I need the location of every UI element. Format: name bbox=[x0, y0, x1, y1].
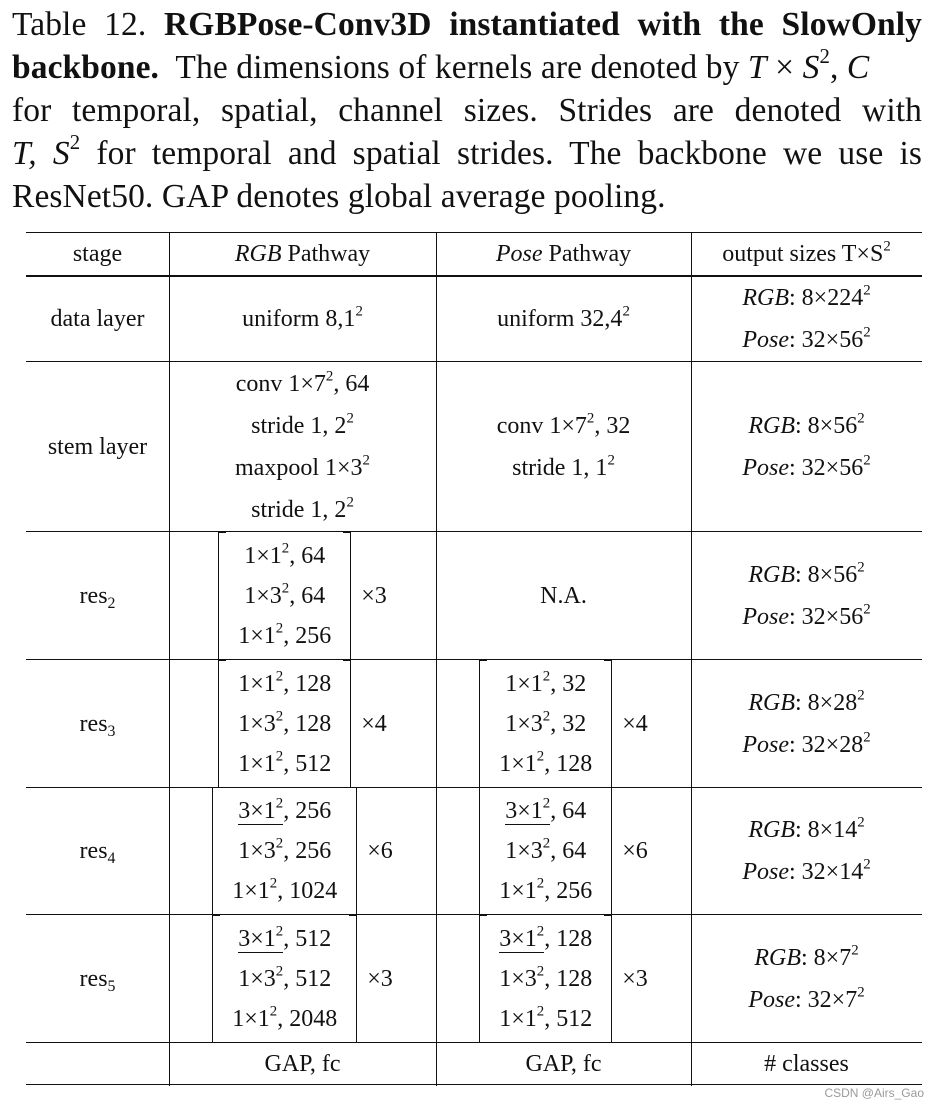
output-rgb-label: RGB bbox=[748, 412, 795, 439]
output-res2: RGB: $8\times 56^2$ Pose: $32\times 56^2$ bbox=[742, 558, 871, 630]
caption-bold-title-cont: backbone. bbox=[12, 49, 160, 86]
pose-res3 bbox=[436, 660, 691, 787]
caption-text: for temporal and spatial strides. The backbone we use is bbox=[96, 135, 923, 172]
rgb-res2 bbox=[169, 532, 436, 659]
cell-text: stride 1, 2 bbox=[251, 496, 347, 523]
output-rgb-value: 8×7 bbox=[813, 944, 852, 971]
stage-res4 bbox=[26, 788, 169, 914]
math-stride: T, S bbox=[12, 135, 70, 172]
header-stage bbox=[26, 232, 169, 276]
output-head bbox=[691, 1043, 922, 1084]
rgb-res3-block: $1\times 1^2$, 128 $1\times 3^2$, 128 $1\times 1^2$, 512 ×4 bbox=[218, 660, 387, 788]
output-rgb-value: 8×14 bbox=[807, 817, 858, 843]
caption-bold-title: RGBPose-Conv3D instantiated with the SlowOnly bbox=[164, 6, 922, 43]
output-pose-value: 32×7 bbox=[807, 986, 858, 1013]
stage-label: res bbox=[79, 965, 108, 992]
cell-text: , 64 bbox=[333, 370, 370, 397]
output-pose-label: Pose bbox=[742, 731, 789, 758]
pose-res5-block: $3\times 1^2$, 128 $1\times 3^2$, 128 $1\times 1^2$, 512 ×3 bbox=[479, 915, 648, 1043]
caption-text: ResNet50. GAP denotes global average pooling. bbox=[12, 178, 666, 215]
rgb-data-layer: uniform $8,1^2$ bbox=[242, 303, 363, 332]
output-pose-value: 32×56 bbox=[801, 327, 864, 353]
output-rgb-label: RGB bbox=[748, 689, 795, 716]
rgb-res2-block: $1\times 1^2$, 64 $1\times 3^2$, 64 $1\times 1^2$, 256 ×3 bbox=[218, 532, 387, 660]
stage-stem-layer bbox=[26, 362, 169, 531]
output-pose-value: 32×14 bbox=[801, 859, 864, 885]
output-pose-value: 32×28 bbox=[801, 731, 864, 758]
repeat-multiplier: ×3 bbox=[367, 965, 393, 992]
header-output-label: output sizes T×S bbox=[722, 241, 884, 267]
repeat-multiplier: ×4 bbox=[622, 710, 648, 737]
output-rgb-value: 8×28 bbox=[807, 689, 858, 716]
table-caption bbox=[12, 3, 922, 218]
output-pose-label: Pose bbox=[742, 603, 789, 630]
right-bracket bbox=[343, 660, 351, 788]
left-bracket bbox=[479, 915, 487, 1043]
cell-text: stride 1, 1 bbox=[512, 454, 608, 481]
caption-text: The dimensions of kernels are denoted by bbox=[175, 49, 740, 86]
left-bracket bbox=[218, 532, 226, 660]
stage-label: data layer bbox=[50, 306, 145, 332]
repeat-multiplier: ×6 bbox=[367, 838, 393, 864]
stage-data-layer bbox=[26, 277, 169, 361]
output-rgb-value: 8×224 bbox=[801, 285, 864, 311]
caption-line-3 bbox=[12, 89, 922, 132]
stage-subscript: 5 bbox=[107, 977, 116, 995]
stage-subscript: 4 bbox=[107, 849, 116, 867]
repeat-multiplier: ×6 bbox=[622, 838, 648, 864]
caption-text: for temporal, spatial, channel sizes. Strides are denoted with bbox=[12, 92, 922, 129]
left-bracket bbox=[212, 787, 220, 915]
repeat-multiplier: ×3 bbox=[361, 582, 387, 609]
cell-text: conv 1×7 bbox=[496, 412, 587, 439]
right-bracket bbox=[604, 915, 612, 1043]
repeat-multiplier: ×3 bbox=[622, 965, 648, 992]
watermark: CSDN @Airs_Gao bbox=[824, 1086, 924, 1100]
repeat-multiplier: ×4 bbox=[361, 710, 387, 737]
cell-text: # classes bbox=[764, 1050, 849, 1077]
rgb-res4-block: $3\times 1^2$, 256 $1\times 3^2$, 256 $1\times 1^2$, 1024 ×6 bbox=[212, 787, 393, 915]
cell-text: uniform 8,1 bbox=[242, 306, 356, 332]
output-rgb-value: 8×56 bbox=[807, 412, 858, 439]
output-res3: RGB: $8\times 28^2$ Pose: $32\times 28^2$ bbox=[742, 686, 871, 758]
cell-text: stride 1, 2 bbox=[251, 412, 347, 439]
output-rgb-label: RGB bbox=[748, 817, 795, 843]
math-kernel: T bbox=[747, 49, 767, 86]
right-bracket bbox=[349, 787, 357, 915]
rgb-head bbox=[169, 1043, 436, 1084]
pose-res4 bbox=[436, 788, 691, 914]
stage-subscript: 2 bbox=[107, 594, 116, 612]
output-pose-label: Pose bbox=[748, 986, 795, 1013]
header-output: output sizes $T\times S^2$ bbox=[722, 238, 891, 267]
table-label: Table 12. bbox=[12, 6, 147, 43]
rgb-res5-block: $3\times 1^2$, 512 $1\times 3^2$, 512 $1\times 1^2$, 2048 ×3 bbox=[212, 915, 393, 1043]
output-pose-label: Pose bbox=[742, 454, 789, 481]
stage-res5 bbox=[26, 915, 169, 1042]
output-res4: RGB: $8\times 14^2$ Pose: $32\times 14^2$ bbox=[742, 814, 871, 885]
left-bracket bbox=[479, 787, 487, 915]
header-rgb-rest: Pathway bbox=[287, 241, 371, 267]
left-bracket bbox=[212, 915, 220, 1043]
output-pose-label: Pose bbox=[742, 859, 789, 885]
pose-res2 bbox=[436, 532, 691, 659]
pose-stem-layer: conv $1\times 7^2$, 32 stride 1, $1^2$ bbox=[496, 409, 631, 481]
output-data-layer: RGB: $8\times 224^2$ Pose: $32\times 56^2$ bbox=[742, 282, 871, 353]
stage-res2 bbox=[26, 532, 169, 659]
output-rgb-label: RGB bbox=[754, 944, 801, 971]
output-pose-value: 32×56 bbox=[801, 603, 864, 630]
stage-label: res bbox=[79, 582, 108, 609]
stage-label: stem layer bbox=[47, 433, 148, 460]
right-bracket bbox=[343, 532, 351, 660]
right-bracket bbox=[349, 915, 357, 1043]
cell-text: GAP, fc bbox=[525, 1050, 602, 1077]
stage-res3 bbox=[26, 660, 169, 787]
cell-text: , 32 bbox=[594, 412, 631, 439]
header-stage-label: stage bbox=[72, 241, 123, 267]
rgb-res4 bbox=[169, 788, 436, 914]
architecture-table bbox=[26, 232, 922, 1086]
output-res5: RGB: $8\times 7^2$ Pose: $32\times 7^2$ bbox=[748, 941, 865, 1013]
cell-text: maxpool 1×3 bbox=[235, 454, 363, 481]
header-pose-italic: Pose bbox=[495, 241, 543, 267]
cell-text: N.A. bbox=[540, 582, 587, 609]
header-rgb bbox=[169, 232, 436, 276]
pose-data-layer: uniform 32,4$^2$ bbox=[497, 303, 630, 332]
output-rgb-label: RGB bbox=[742, 285, 789, 311]
caption-line-4: T, $S^2$ for temporal and spatial strides. The backbone we use is bbox=[12, 131, 923, 172]
header-pose-rest: Pathway bbox=[548, 241, 632, 267]
pose-res4-block: $3\times 1^2$, 64 $1\times 3^2$, 64 $1\times 1^2$, 256 ×6 bbox=[479, 787, 648, 915]
pose-res5 bbox=[436, 915, 691, 1042]
stage-label: res bbox=[79, 710, 108, 737]
caption-line-2: backbone. The dimensions of kernels are denoted by $T \times S^2$, C bbox=[12, 45, 870, 86]
left-bracket bbox=[479, 660, 487, 788]
rgb-res3 bbox=[169, 660, 436, 787]
caption-line-1 bbox=[12, 3, 922, 46]
rgb-stem-layer: conv $1\times 7^2$, 64 stride 1, $2^2$ maxpool $1\times 3^2$ stride 1, $2^2$ bbox=[235, 367, 370, 523]
rgb-res5 bbox=[169, 915, 436, 1042]
cell-text: conv 1×7 bbox=[235, 370, 326, 397]
stage-label: res bbox=[79, 838, 108, 864]
output-rgb-label: RGB bbox=[748, 561, 795, 588]
output-rgb-value: 8×56 bbox=[807, 561, 858, 588]
header-pose bbox=[436, 232, 691, 276]
cell-text: GAP, fc bbox=[264, 1050, 341, 1077]
output-stem-layer: RGB: $8\times 56^2$ Pose: $32\times 56^2$ bbox=[742, 409, 871, 481]
stage-subscript: 3 bbox=[107, 722, 116, 740]
right-bracket bbox=[604, 660, 612, 788]
right-bracket bbox=[604, 787, 612, 915]
header-rgb-italic: RGB bbox=[234, 241, 282, 267]
output-pose-label: Pose bbox=[742, 327, 789, 353]
pose-res3-block: $1\times 1^2$, 32 $1\times 3^2$, 32 $1\times 1^2$, 128 ×4 bbox=[479, 660, 648, 788]
cell-text: uniform 32,4 bbox=[497, 306, 623, 332]
caption-line-5 bbox=[12, 175, 922, 218]
left-bracket bbox=[218, 660, 226, 788]
output-pose-value: 32×56 bbox=[801, 454, 864, 481]
pose-head bbox=[436, 1043, 691, 1084]
